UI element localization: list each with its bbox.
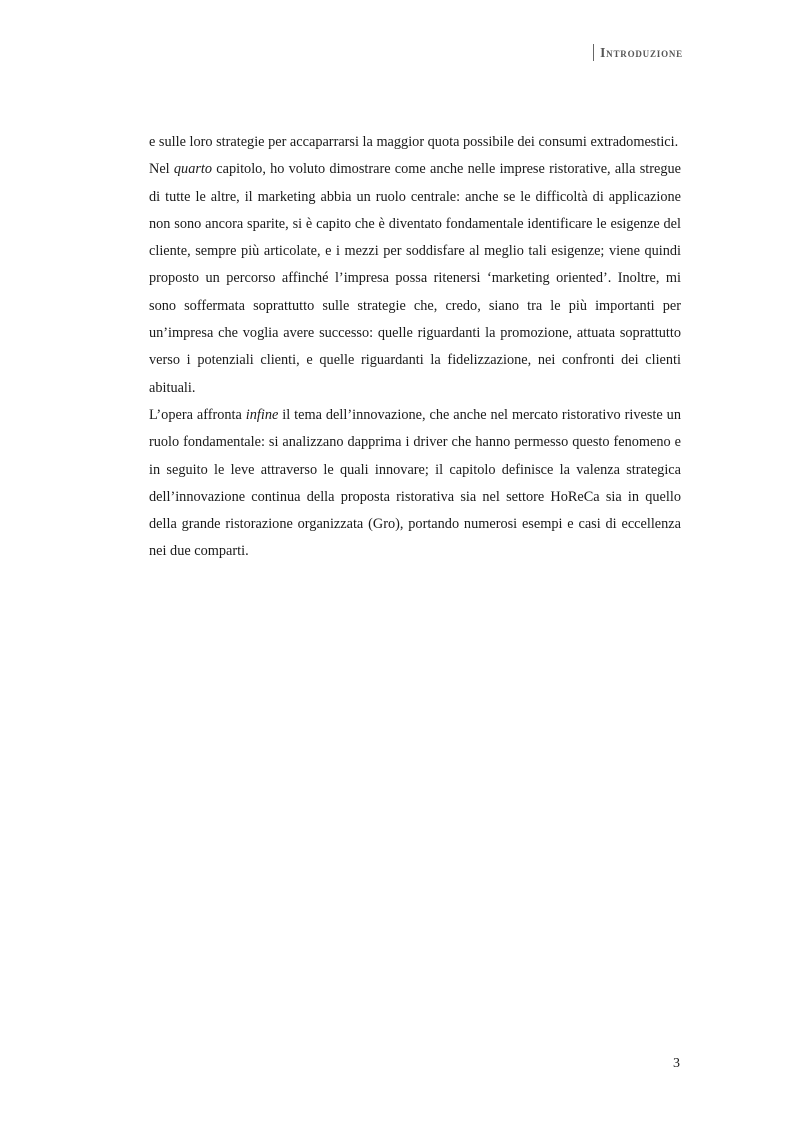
running-header <box>593 44 683 61</box>
paragraph-body: capitolo, ho voluto dimostrare come anche nelle imprese ristorative, alla stregue di tutte le altre, il marketing abbia un ruolo centrale: anche se le difficoltà di applicazione non sono ancora sparite, si è capito che è diventato fondamentale identificare le esigenze del cliente, sempre più articolate, e i mezzi per soddisfare al meglio tali esigenze; viene quindi proposto un percorso affinché l’impresa possa ritenersi ‘marketing oriented’. Inoltre, mi sono soffermata soprattutto sulle strategie che, credo, siano tra le più importanti per un’impresa che voglia avere successo: quelle riguardanti la promozione, attuata soprattutto verso i potenziali clienti, e quelle riguardanti la fidelizzazione, nei confronti dei clienti abituali. <box>149 161 682 396</box>
emphasis-word: quarto <box>173 161 213 178</box>
paragraph-innovation <box>149 402 681 566</box>
paragraph-continuation <box>149 129 681 156</box>
paragraph-chapter-four <box>149 156 681 402</box>
emphasis-word: infine <box>245 406 279 423</box>
paragraph-lead: L’opera affronta <box>149 406 246 423</box>
paragraph-text: e sulle loro strategie per accaparrarsi la maggior quota possibile dei consumi extradomestici. <box>149 134 679 150</box>
body-text <box>149 129 681 566</box>
paragraph-lead: Nel <box>149 161 174 178</box>
header-vertical-rule <box>593 44 594 61</box>
header-section-title: Introduzione <box>600 44 683 60</box>
paragraph-body: il tema dell’innovazione, che anche nel mercato ristorativo riveste un ruolo fondamentale: si analizzano dapprima i driver che hanno permesso questo fenomeno e in seguito le leve attraverso le quali innovare; il capitolo definisce la valenza strategica dell’innovazione continua della proposta ristorativa sia nel settore HoReCa sia in quello della grande ristorazione organizzata (Gro), portando numerosi esempi e casi di eccellenza nei due comparti. <box>149 406 681 560</box>
page-number: 3 <box>673 1056 680 1071</box>
